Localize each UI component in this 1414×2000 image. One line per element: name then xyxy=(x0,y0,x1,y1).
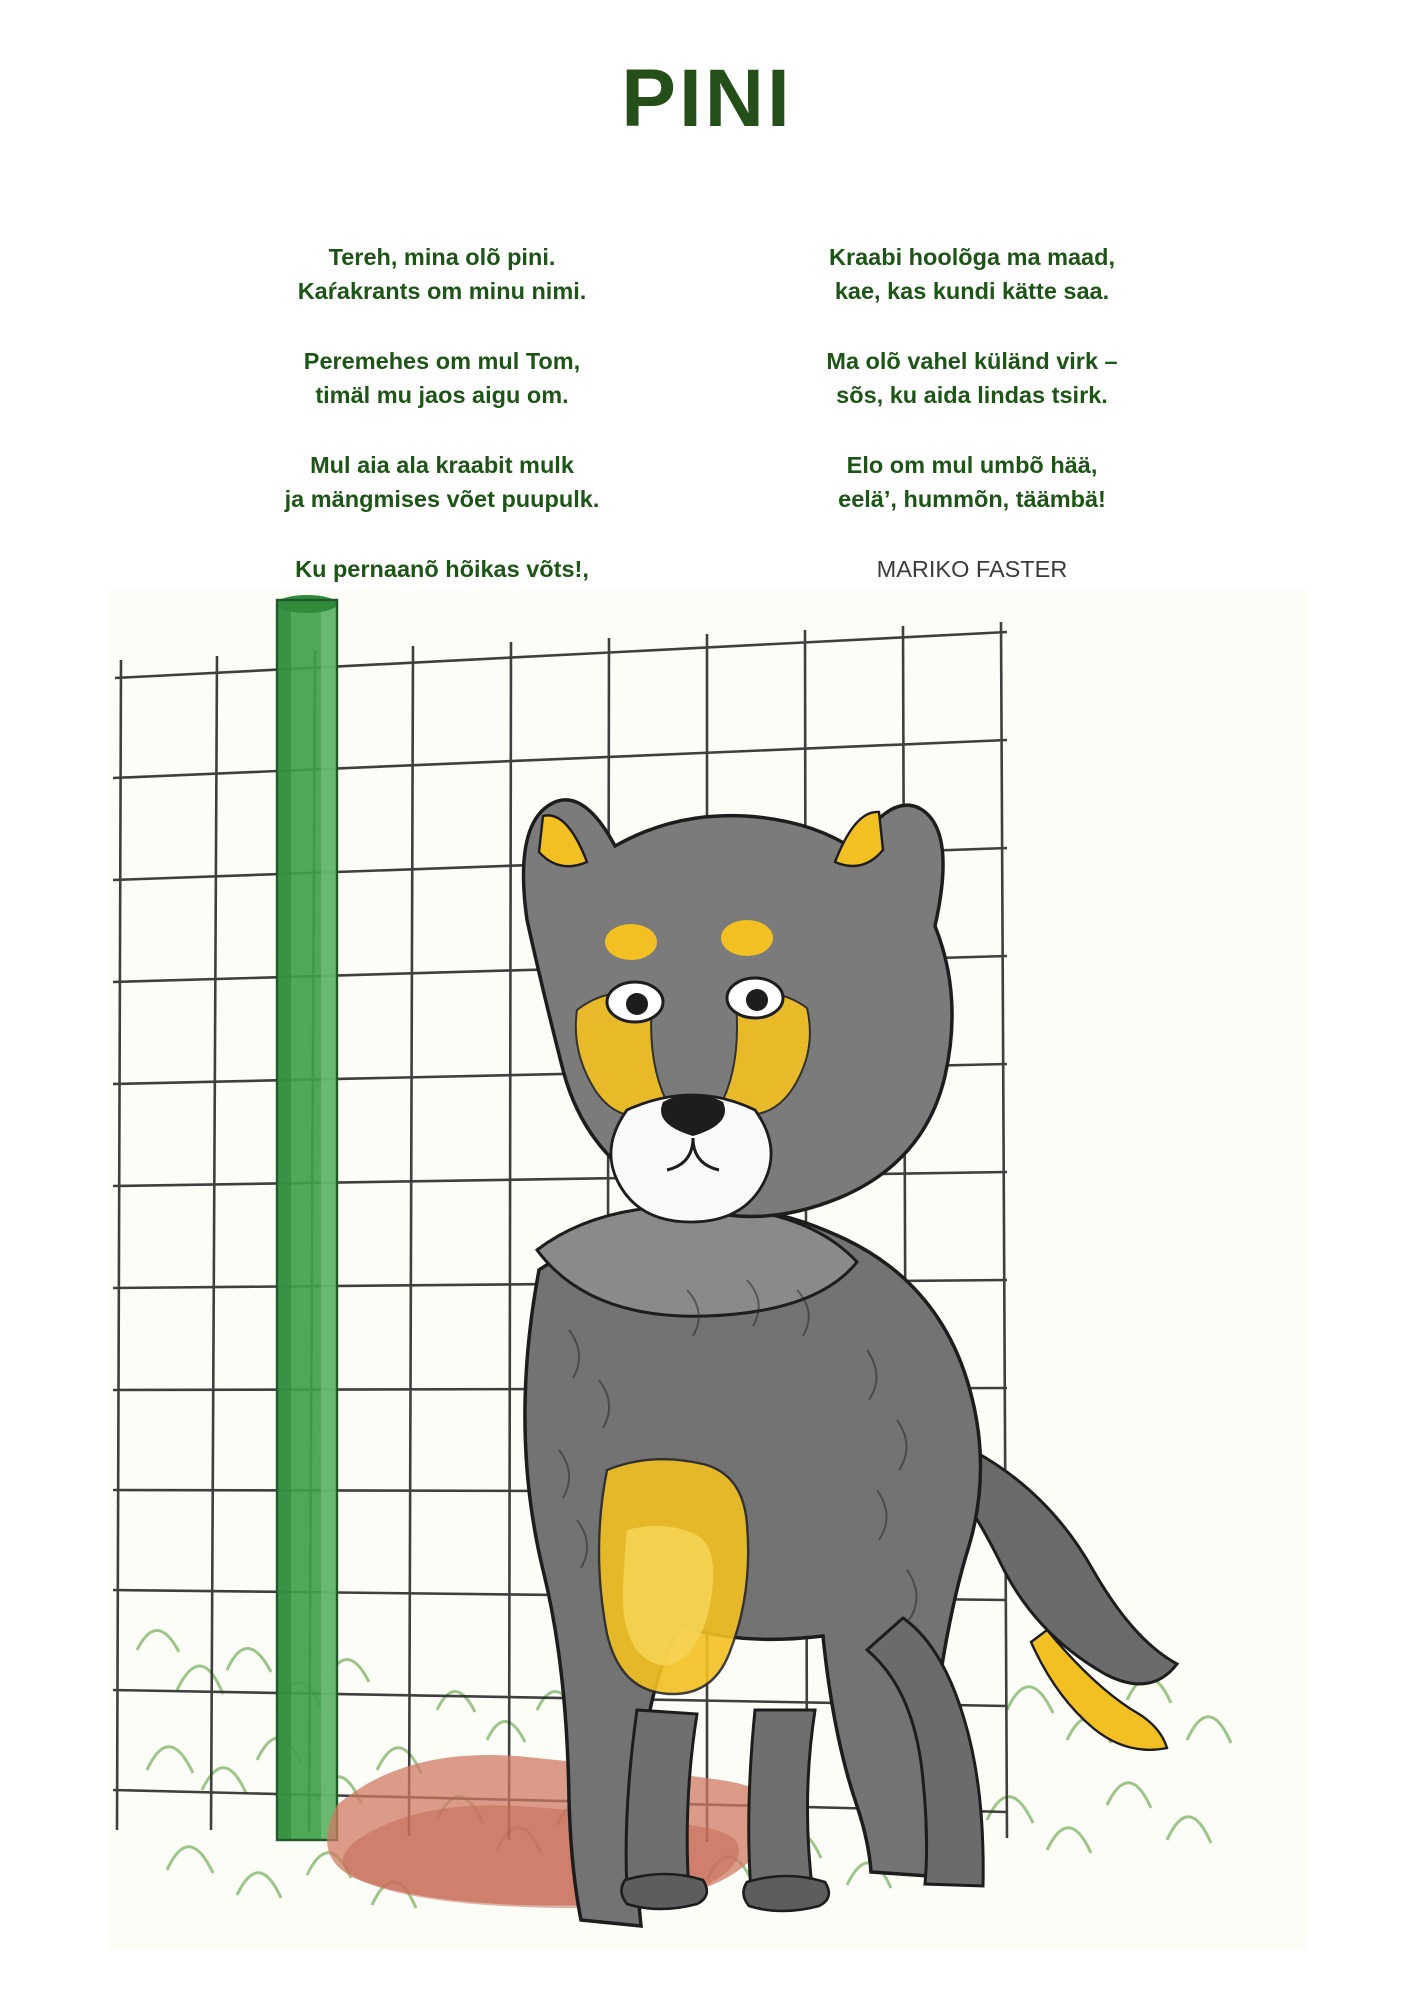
poem-line: Kraabi hoolõga ma maad, xyxy=(829,244,1115,270)
stanza xyxy=(227,344,657,412)
dog-illustration xyxy=(107,590,1307,1950)
poem-line: Mul aia ala kraabit mulk xyxy=(310,452,574,479)
poem-line: eelä’, hummõn, täämbä! xyxy=(838,486,1106,513)
author-name: MARIKO FASTER xyxy=(876,556,1068,583)
poem-line: Tereh, mina olõ pini. xyxy=(328,244,556,270)
poem-line: Kaŕakrants om minu nimi. xyxy=(297,278,587,305)
page-title: PINI xyxy=(621,53,793,144)
poem-line: sõs, ku aida lindas tsirk. xyxy=(836,382,1108,409)
poem-line: ja mängmises võet puupulk. xyxy=(284,486,600,513)
poem-line: Ma olõ vahel küländ virk – xyxy=(826,348,1118,375)
stanza xyxy=(227,448,657,516)
poem-line: Peremehes om mul Tom, xyxy=(303,348,581,375)
stanza xyxy=(757,448,1187,516)
stanza xyxy=(227,240,657,308)
poem-line: Elo om mul umbõ hää, xyxy=(846,452,1098,479)
stanza xyxy=(757,240,1187,308)
poem-line: timäl mu jaos aigu om. xyxy=(315,382,569,409)
poem-line: kae, kas kundi kätte saa. xyxy=(834,278,1110,305)
poem-line: Ku pernaanõ hõikas võts!, xyxy=(295,556,589,583)
stanza xyxy=(757,344,1187,412)
